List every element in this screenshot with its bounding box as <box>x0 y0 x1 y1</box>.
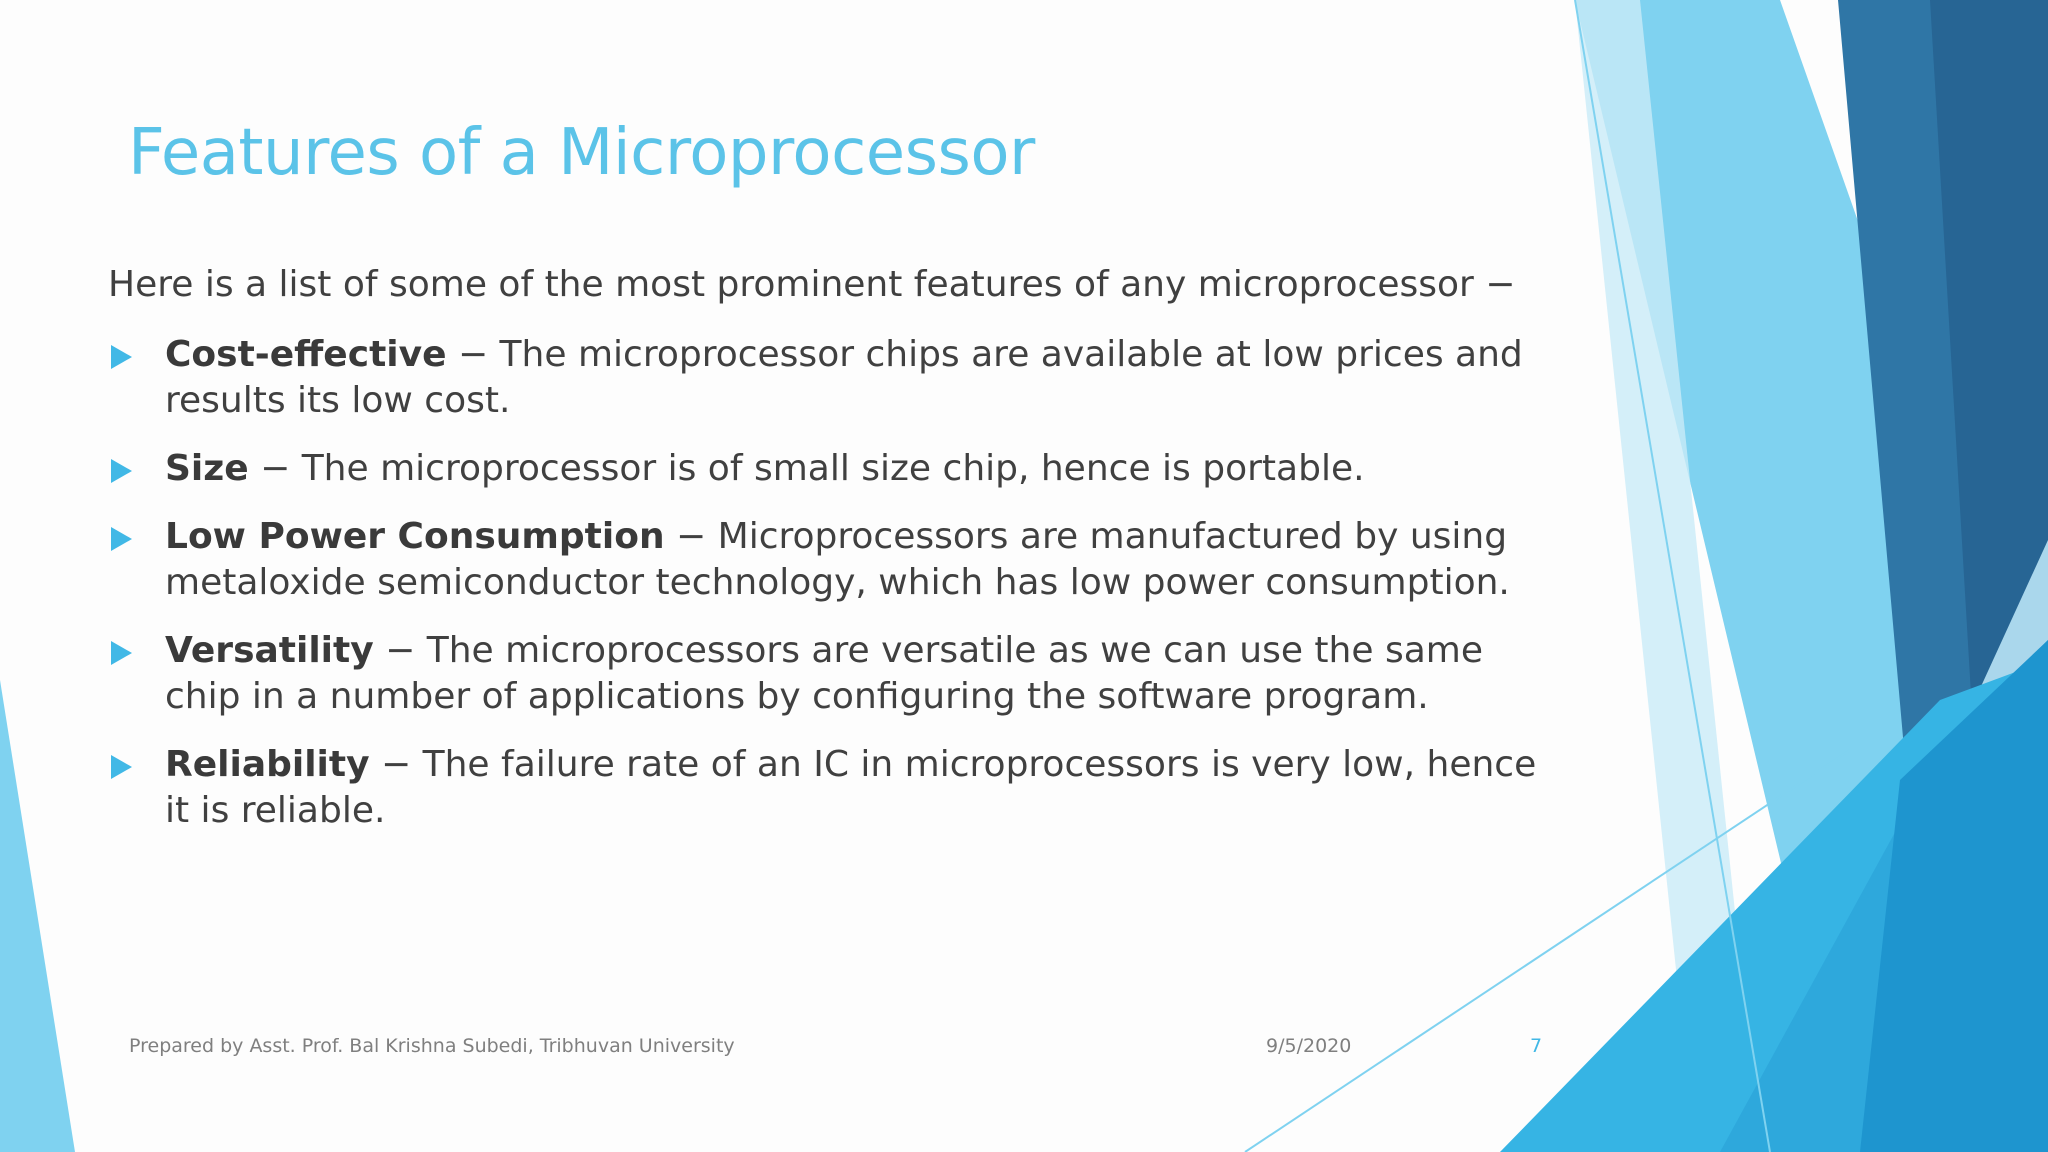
bullet-triangle-icon <box>111 641 132 665</box>
bullet-triangle-icon <box>111 527 132 551</box>
feature-description: − The microprocessor chips are available at low prices and results its low cost. <box>165 334 1523 421</box>
feature-description: − The failure rate of an IC in microprocessors is very low, hence it is reliable. <box>165 744 1537 831</box>
feature-term: Low Power Consumption <box>165 516 665 557</box>
bullet-triangle-icon <box>111 345 132 369</box>
intro-text: Here is a list of some of the most prominent features of any microprocessor − <box>108 264 1516 305</box>
feature-description: − The microprocessors are versatile as we can use the same chip in a number of applications by configuring the software program. <box>165 630 1483 717</box>
footer-author: Prepared by Asst. Prof. Bal Krishna Subedi, Tribhuvan University <box>129 1035 735 1057</box>
bullet-triangle-icon <box>111 755 132 779</box>
bullet-triangle-icon <box>111 459 132 483</box>
feature-term: Size <box>165 448 249 489</box>
feature-term: Versatility <box>165 630 374 671</box>
feature-description: − Microprocessors are manufactured by using metaloxide semiconductor technology, which has low power consumption. <box>165 516 1510 603</box>
feature-list <box>108 332 1548 856</box>
feature-reliability <box>108 742 1548 834</box>
feature-description: − The microprocessor is of small size chip, hence is portable. <box>248 448 1365 489</box>
feature-term: Cost-effective <box>165 334 447 375</box>
decor-left-sliver <box>0 680 75 1152</box>
feature-low-power-consumption <box>108 514 1548 606</box>
footer-date: 9/5/2020 <box>1266 1035 1352 1057</box>
feature-size <box>108 446 1548 492</box>
feature-term: Reliability <box>165 744 370 785</box>
slide-title: Features of a Microprocessor <box>128 116 1035 190</box>
feature-versatility <box>108 628 1548 720</box>
footer-page-number: 7 <box>1530 1035 1543 1057</box>
feature-cost-effective <box>108 332 1548 424</box>
